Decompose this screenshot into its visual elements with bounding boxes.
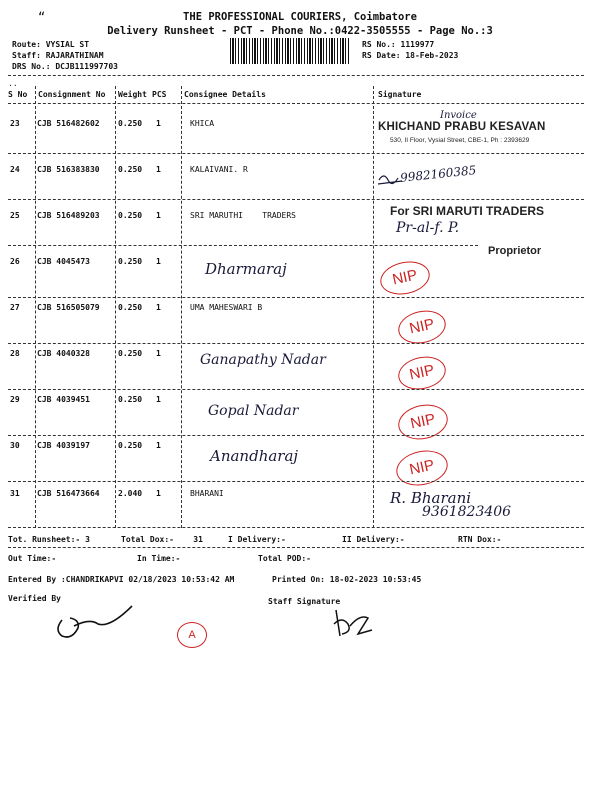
handwritten-signature: Pr-al-f. P. — [396, 220, 460, 236]
row-consignment-no: CJB 4039197 — [37, 441, 90, 450]
row-divider — [8, 527, 584, 528]
row-sno: 31 — [10, 489, 20, 498]
row-pcs: 1 — [156, 211, 161, 220]
row-sno: 24 — [10, 165, 20, 174]
drs-number: DRS No.: DCJB111997703 — [12, 62, 118, 71]
handwritten-name: Ganapathy Nadar — [200, 352, 326, 368]
out-time: Out Time:- — [8, 554, 57, 563]
row-consignment-no: CJB 4045473 — [37, 257, 90, 266]
nip-mark: NIP — [395, 400, 451, 444]
col-header-pcs: PCS — [152, 90, 167, 99]
row-consignment-no: CJB 516473664 — [37, 489, 100, 498]
row-weight: 0.250 — [118, 119, 143, 128]
row-divider — [8, 245, 478, 246]
row-weight: 0.250 — [118, 257, 143, 266]
nip-mark: NIP — [393, 446, 451, 490]
staff-label: Staff: RAJARATHINAM — [12, 51, 104, 60]
divider — [8, 75, 584, 76]
row-pcs: 1 — [156, 489, 161, 498]
rs-date: RS Date: 18-Feb-2023 — [362, 51, 459, 60]
row-consignment-no: CJB 4040328 — [37, 349, 90, 358]
document-subtitle: Delivery Runsheet - PCT - Phone No.:0422-3505555 - Page No.:3 — [107, 25, 493, 37]
row-consignment-no: CJB 516482602 — [37, 119, 100, 128]
first-delivery: I Delivery:- — [228, 535, 286, 544]
total-pod: Total POD:- — [258, 554, 311, 563]
verifier-signature — [50, 598, 140, 643]
in-time: In Time:- — [137, 554, 181, 563]
printed-on: Printed On: 18-02-2023 10:53:45 — [272, 575, 422, 584]
row-sno: 27 — [10, 303, 20, 312]
corner-mark: “ — [38, 10, 46, 24]
row-pcs: 1 — [156, 257, 161, 266]
row-weight: 0.250 — [118, 349, 143, 358]
row-consignee: KALAIVANI. R — [190, 165, 248, 174]
row-pcs: 1 — [156, 349, 161, 358]
verified-initial-mark: A — [177, 622, 207, 648]
row-sno: 29 — [10, 395, 20, 404]
stamp-firm: For SRI MARUTI TRADERS — [390, 204, 544, 218]
dots-marker: .. — [8, 79, 18, 88]
row-weight: 0.250 — [118, 441, 143, 450]
total-runsheet: Tot. Runsheet:- 3 — [8, 535, 90, 544]
row-divider — [8, 153, 584, 154]
row-divider — [8, 435, 584, 436]
nip-mark: NIP — [377, 257, 433, 299]
row-weight: 0.250 — [118, 395, 143, 404]
nip-mark: NIP — [395, 352, 449, 393]
row-pcs: 1 — [156, 119, 161, 128]
stamp-address: 530, II Floor, Vysial Street, CBE-1, Ph : 2393629 — [390, 137, 530, 144]
row-weight: 0.250 — [118, 303, 143, 312]
second-delivery: II Delivery:- — [342, 535, 405, 544]
entered-by: Entered By :CHANDRIKAPVI 02/18/2023 10:53:42 AM — [8, 575, 235, 584]
col-header-sno: S No — [8, 90, 28, 99]
route-label: Route: VYSIAL ST — [12, 40, 90, 49]
row-sno: 26 — [10, 257, 20, 266]
row-consignment-no: CJB 516489203 — [37, 211, 100, 220]
barcode — [230, 38, 350, 64]
col-header-consignment: Consignment No — [38, 90, 106, 99]
handwritten-note: Invoice — [440, 110, 477, 121]
row-sno: 25 — [10, 211, 20, 220]
row-pcs: 1 — [156, 441, 161, 450]
row-weight: 0.250 — [118, 165, 143, 174]
staff-signature-label: Staff Signature — [268, 597, 341, 606]
row-pcs: 1 — [156, 165, 161, 174]
row-weight: 0.250 — [118, 211, 143, 220]
row-divider — [8, 199, 584, 200]
row-pcs: 1 — [156, 303, 161, 312]
row-weight: 2.040 — [118, 489, 143, 498]
stamp-name: KHICHAND PRABU KESAVAN — [378, 121, 546, 133]
divider — [8, 547, 584, 548]
col-header-signature: Signature — [378, 90, 422, 99]
handwritten-name: R. Bharani — [390, 489, 472, 507]
total-dox: Total Dox:- 31 — [121, 535, 203, 544]
handwritten-phone: 9361823406 — [422, 504, 512, 520]
row-divider — [8, 389, 584, 390]
rs-number: RS No.: 1119977 — [362, 40, 435, 49]
row-consignment-no: CJB 4039451 — [37, 395, 90, 404]
col-header-consignee: Consignee Details — [184, 90, 266, 99]
row-sno: 28 — [10, 349, 20, 358]
return-dox: RTN Dox:- — [458, 535, 502, 544]
handwritten-name: Anandharaj — [210, 447, 299, 465]
handwritten-phone: 9982160385 — [399, 163, 477, 185]
verified-by-label: Verified By — [8, 594, 61, 603]
row-sno: 23 — [10, 119, 20, 128]
row-sno: 30 — [10, 441, 20, 450]
divider — [8, 103, 584, 104]
row-consignment-no: CJB 516383830 — [37, 165, 100, 174]
row-divider — [8, 297, 584, 298]
row-consignee: UMA MAHESWARI B — [190, 303, 263, 312]
document-title: THE PROFESSIONAL COURIERS, Coimbatore — [183, 11, 417, 23]
row-divider — [8, 481, 584, 482]
row-consignee: KHICA — [190, 119, 215, 128]
row-consignment-no: CJB 516505079 — [37, 303, 100, 312]
row-divider — [8, 343, 584, 344]
row-pcs: 1 — [156, 395, 161, 404]
row-consignee: BHARANI — [190, 489, 224, 498]
nip-mark: NIP — [395, 306, 449, 347]
staff-signature — [328, 604, 378, 644]
handwritten-name: Dharmaraj — [205, 260, 287, 278]
col-header-weight: Weight — [118, 90, 147, 99]
row-consignee: SRI MARUTHI TRADERS — [190, 211, 296, 220]
stamp-title: Proprietor — [488, 245, 542, 257]
handwritten-name: Gopal Nadar — [208, 403, 299, 419]
